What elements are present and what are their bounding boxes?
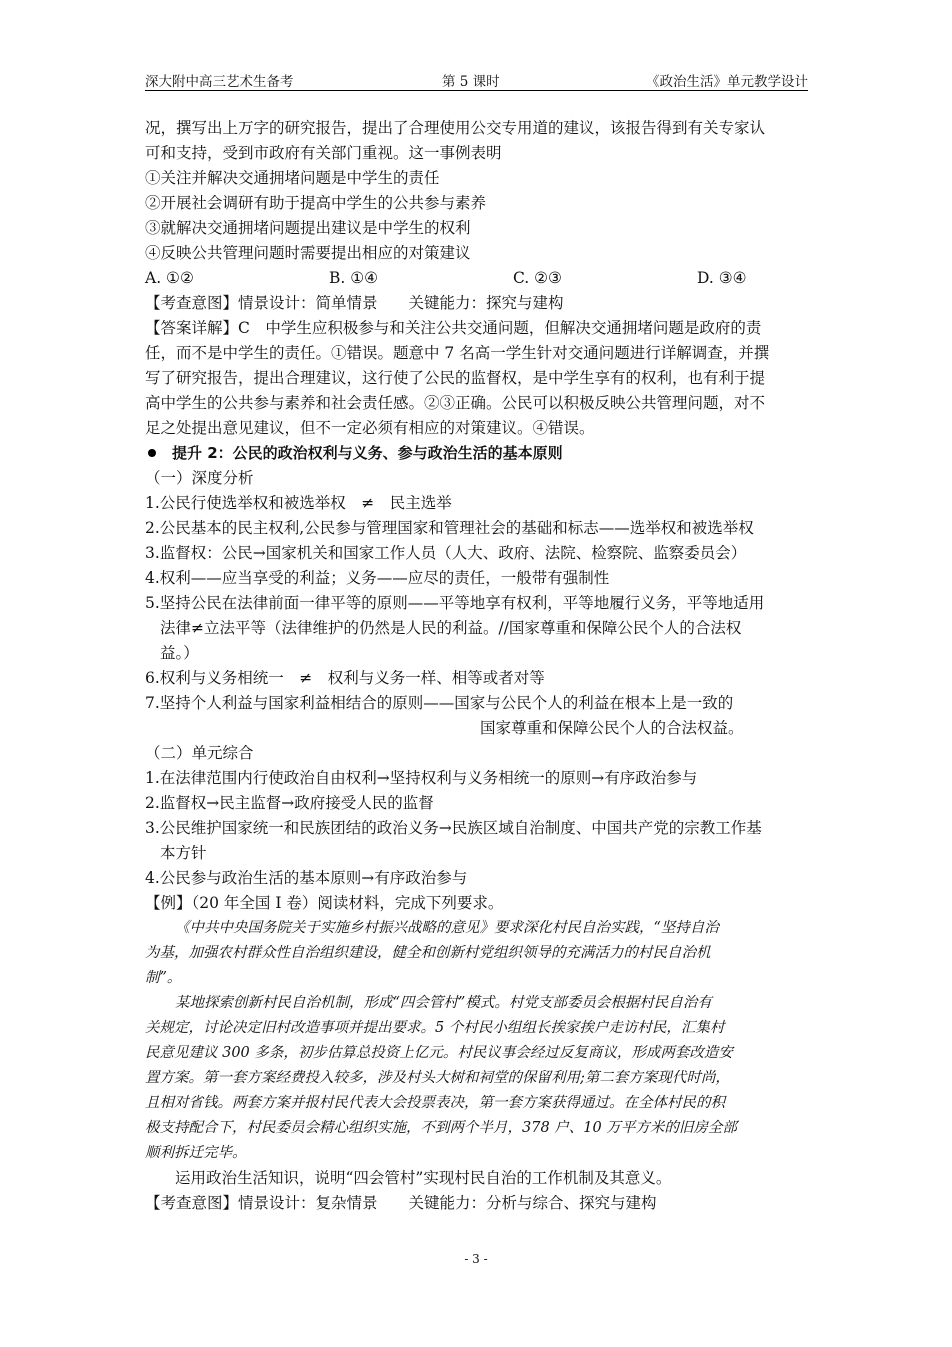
list-item: 6.权利与义务相统一 ≠ 权利与义务一样、相等或者对等 [145,669,545,687]
page-number: - 3 - [464,1252,488,1266]
answer-options [145,266,813,291]
list-item: 1.在法律范围内行使政治自由权利→坚持权利与义务相统一的原则→有序政治参与 [145,769,698,787]
statement-4: ④反映公共管理问题时需要提出相应的对策建议 [145,244,471,262]
list-item-continued: 本方针 [160,844,207,862]
text-line: 某地探索创新村民自治机制，形成“四会管村”模式。村党支部委员会根据村民自治有 [175,995,712,1011]
header-unit-title: 《政治生活》单元教学设计 [646,74,808,90]
option-d: D. ③④ [697,269,747,287]
subsection-title: （二）单元综合 [145,744,254,762]
section-heading [145,441,813,466]
text-line: 足之处提出意见建议，但不一定必须有相应的对策建议。④错误。 [145,419,595,437]
example-intro: 【例】（20 年全国 I 卷）阅读材料，完成下列要求。 [145,894,504,912]
list-item-continued: 国家尊重和保障公民个人的合法权益。 [480,719,744,737]
option-b: B. ①④ [329,269,379,287]
subsection-title: （一）深度分析 [145,469,254,487]
list-item-continued: 法律≠立法平等（法律维护的仍然是人民的利益。//国家尊重和保障公民个人的合法权 [160,619,742,637]
list-item: 3.公民维护国家统一和民族团结的政治义务→民族区域自治制度、中国共产党的宗教工作基 [145,819,762,837]
text-line: 极支持配合下，村民委员会精心组织实施，不到两个半月，378 户、10 万平方米的旧房全部 [145,1120,737,1136]
text-line: 况，撰写出上万字的研究报告，提出了合理使用公交专用道的建议，该报告得到有关专家认 [145,119,766,137]
list-item: 4.权利——应当享受的利益；义务——应尽的责任，一般带有强制性 [145,569,610,587]
option-c: C. ②③ [513,269,562,287]
answer-detail: 【答案详解】C 中学生应积极参与和关注公共交通问题，但解决交通拥堵问题是政府的责 [145,319,762,337]
exam-intent: 【考查意图】情景设计：复杂情景 关键能力：分析与综合、探究与建构 [145,1194,657,1212]
text-line: 可和支持，受到市政府有关部门重视。这一事例表明 [145,144,502,162]
statement-2: ②开展社会调研有助于提高中学生的公共参与素养 [145,194,487,212]
list-item: 2.公民基本的民主权利,公民参与管理国家和管理社会的基础和标志——选举权和被选举权 [145,519,754,537]
section-heading-text: 提升 2：公民的政治权利与义务、参与政治生活的基本原则 [172,444,563,462]
list-item: 1.公民行使选举权和被选举权 ≠ 民主选举 [145,494,452,512]
text-line: 制”。 [145,970,182,986]
list-item: 3.监督权：公民→国家机关和国家工作人员（人大、政府、法院、检察院、监察委员会） [145,544,747,562]
text-line: 关规定，讨论决定旧村改造事项并提出要求。5 个村民小组组长挨家挨户走访村民，汇集村 [145,1020,725,1036]
text-line: 民意见建议 300 多条，初步估算总投资上亿元。村民议事会经过反复商议，形成两套改造安 [145,1045,733,1061]
header-school: 深大附中高三艺术生备考 [145,74,294,90]
bullet-icon [148,449,156,457]
question-text: 运用政治生活知识，说明“四会管村”实现村民自治的工作机制及其意义。 [175,1169,672,1187]
exam-intent: 【考查意图】情景设计：简单情景 关键能力：探究与建构 [145,294,564,312]
statement-3: ③就解决交通拥堵问题提出建议是中学生的权利 [145,219,471,237]
header-lesson: 第 5 课时 [442,74,500,90]
text-line: 《中共中央国务院关于实施乡村振兴战略的意见》要求深化村民自治实践，“坚持自治 [175,920,719,936]
option-a: A. ①② [145,269,194,287]
material-passage [145,916,813,1166]
list-item-continued: 益。） [160,644,199,662]
text-line: 高中学生的公共参与素养和社会责任感。②③正确。公民可以积极反映公共管理问题，对不 [145,394,766,412]
text-line: 任，而不是中学生的责任。①错误。题意中 7 名高一学生针对交通问题进行详解调查，并撰 [145,344,770,362]
text-line: 置方案。第一套方案经费投入较多，涉及村头大树和祠堂的保留利用;第二套方案现代时尚， [145,1070,730,1086]
list-item: 4.公民参与政治生活的基本原则→有序政治参与 [145,869,468,887]
text-line: 写了研究报告，提出合理建议，这行使了公民的监督权，是中学生享有的权利，也有利于提 [145,369,766,387]
text-line: 且相对省钱。两套方案并报村民代表大会投票表决，第一套方案获得通过。在全体村民的积 [145,1095,725,1111]
statement-1: ①关注并解决交通拥堵问题是中学生的责任 [145,169,440,187]
list-item: 5.坚持公民在法律前面一律平等的原则——平等地享有权利，平等地履行义务，平等地适用 [145,594,765,612]
text-line: 顺利拆迁完毕。 [145,1145,247,1161]
page-content [145,116,813,1216]
page-header [145,70,808,91]
text-line: 为基，加强农村群众性自治组织建设，健全和创新村党组织领导的充满活力的村民自治机 [145,945,711,961]
list-item: 7.坚持个人利益与国家利益相结合的原则——国家与公民个人的利益在根本上是一致的 [145,694,734,712]
list-item: 2.监督权→民主监督→政府接受人民的监督 [145,794,434,812]
